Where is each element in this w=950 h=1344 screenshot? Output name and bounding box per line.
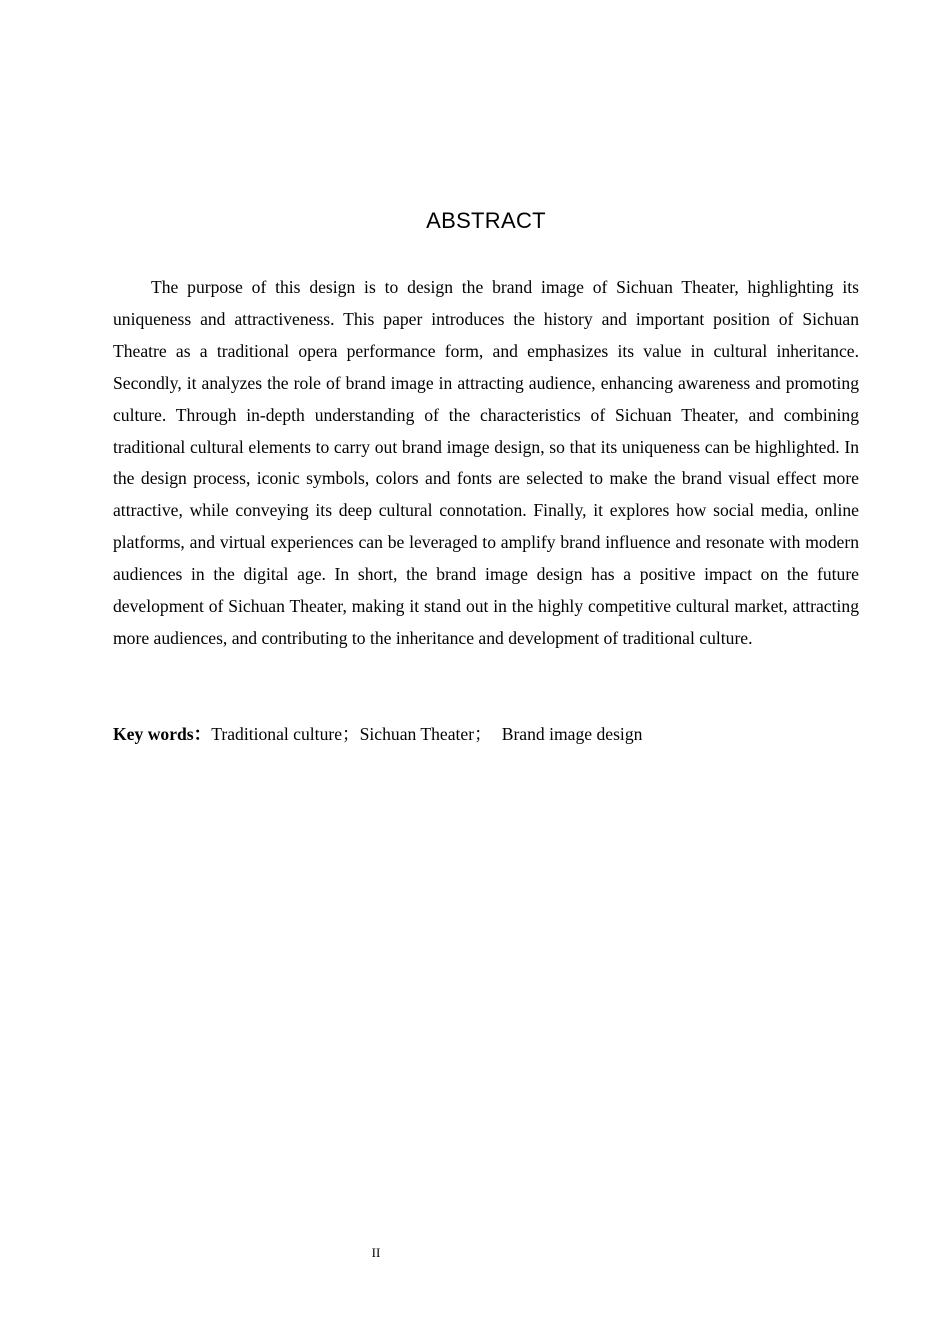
keywords-line xyxy=(113,719,859,750)
keyword-brand-image-design: Brand image design xyxy=(501,724,643,744)
keywords-label: Key words： xyxy=(113,724,212,744)
page-number: II xyxy=(371,1245,381,1260)
keyword-traditional-culture: Traditional culture； xyxy=(211,724,360,744)
keyword-sichuan-theater: Sichuan Theater； xyxy=(359,724,492,744)
abstract-paragraph: The purpose of this design is to design the brand image of Sichuan Theater, highlighting its uniqueness and attractiveness. This paper introduces the history and important position of Sichuan Theatre as a traditional opera performance form, and emphasizes its value in cultural inheritance. Secondly, it analyzes the role of brand image in attracting audience, enhancing awareness and promoting culture. Through in-depth understanding of the characteristics of Sichuan Theater, and combining traditional cultural elements to carry out brand image design, so that its uniqueness can be highlighted. In the design process, iconic symbols, colors and fonts are selected to make the brand visual effect more attractive, while conveying its deep cultural connotation. Finally, it explores how social media, online platforms, and virtual experiences can be leveraged to amplify brand influence and resonate with modern audiences in the digital age. In short, the brand image design has a positive impact on the future development of Sichuan Theater, making it stand out in the highly competitive cultural market, attracting more audiences, and contributing to the inheritance and development of traditional culture. xyxy=(113,277,859,648)
abstract-title: ABSTRACT xyxy=(426,208,546,233)
